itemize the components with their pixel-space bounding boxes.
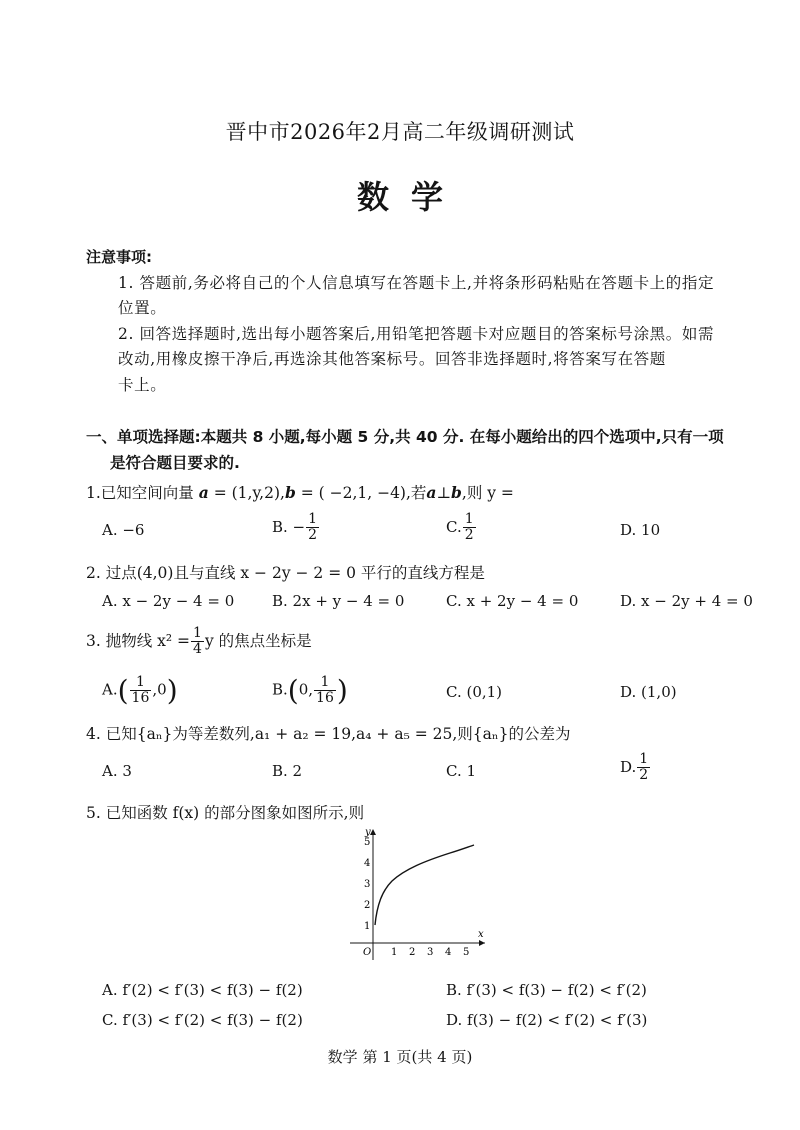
- notice-item-2-line-1: 2. 回答选择题时,选出每小题答案后,用铅笔把答题卡对应题目的答案标号涂黑。如需: [118, 325, 715, 343]
- y-tick-5: 5: [364, 837, 371, 848]
- subject-title: 数学: [356, 178, 465, 216]
- y-tick-labels: [364, 837, 370, 932]
- notice-item-2-line-2: 改动,用橡皮擦干净后,再选涂其他答案标号。回答非选择题时,将答案写在答题: [118, 350, 666, 368]
- q3-option-a: A.( $\frac{1}{16}$ ,0): [102, 673, 178, 707]
- question-3: 3. 抛物线 x² = $\frac{1}{4}$ y 的焦点坐标是: [86, 625, 312, 658]
- x-tick-5: 5: [463, 947, 470, 958]
- q3-option-c: C. (0,1): [446, 683, 503, 701]
- q1-option-a: A. −6: [102, 521, 145, 539]
- question-2: 2. 过点(4,0)且与直线 x − 2y − 2 = 0 平行的直线方程是: [86, 564, 485, 582]
- x-tick-2: 2: [409, 947, 416, 958]
- x-axis-label: x: [478, 929, 484, 940]
- x-tick-labels: [391, 947, 469, 958]
- q4-option-d: D. $\frac{1}{2}$: [620, 751, 649, 784]
- q5-option-d: D. f(3) − f(2) < f′(2) < f′(3): [446, 1011, 648, 1029]
- q2-option-a: A. x − 2y − 4 = 0: [102, 592, 235, 610]
- question-1: 1.已知空间向量 a = (1,y,2),b = ( −2,1, −4),若a⊥b,则 y =: [86, 483, 514, 502]
- q4-option-a: A. 3: [102, 762, 132, 780]
- page-footer: 数学 第 1 页(共 4 页): [327, 1048, 473, 1066]
- q4-option-b: B. 2: [272, 762, 303, 780]
- q1-option-b: B. − $\frac{1}{2}$: [272, 511, 318, 544]
- question-5: 5. 已知函数 f(x) 的部分图象如图所示,则: [86, 804, 365, 822]
- x-axis-arrow: [479, 940, 485, 946]
- q2-option-b: B. 2x + y − 4 = 0: [272, 592, 405, 610]
- q5-option-a: A. f′(2) < f′(3) < f(3) − f(2): [102, 981, 303, 999]
- x-tick-4: 4: [445, 947, 452, 958]
- notice-item-2-line-3: 卡上。: [118, 376, 167, 394]
- q1-option-c: C. $\frac{1}{2}$: [446, 511, 474, 544]
- function-curve: [375, 845, 474, 925]
- origin-label: O: [363, 947, 372, 958]
- notice-item-1-line-2: 位置。: [118, 299, 167, 317]
- section-1-heading: 一、单项选择题:本题共 8 小题,每小题 5 分,共 40 分. 在每小题给出的四个选项中,只有一项: [86, 428, 724, 446]
- q5-option-b: B. f′(3) < f(3) − f(2) < f′(2): [446, 981, 647, 999]
- q5-option-c: C. f′(3) < f′(2) < f(3) − f(2): [102, 1011, 303, 1029]
- x-tick-3: 3: [427, 947, 434, 958]
- q2-option-d: D. x − 2y + 4 = 0: [620, 592, 753, 610]
- y-axis-label: y: [365, 827, 371, 838]
- q1-option-d: D. 10: [620, 521, 661, 539]
- y-axis-arrow: [370, 829, 376, 835]
- y-tick-3: 3: [364, 879, 371, 890]
- notice-item-1-line-1: 1. 答题前,务必将自己的个人信息填写在答题卡上,并将条形码粘贴在答题卡上的指定: [118, 274, 715, 292]
- y-tick-4: 4: [364, 858, 371, 869]
- function-graph: [340, 825, 490, 965]
- y-tick-2: 2: [364, 900, 371, 911]
- notice-heading: 注意事项:: [86, 248, 152, 266]
- section-1-heading-cont: 是符合题目要求的.: [110, 454, 240, 472]
- q4-option-c: C. 1: [446, 762, 477, 780]
- q3-option-d: D. (1,0): [620, 683, 677, 701]
- x-tick-1: 1: [391, 947, 398, 958]
- q2-option-c: C. x + 2y − 4 = 0: [446, 592, 579, 610]
- exam-title: 晋中市2026年2月高二年级调研测试: [225, 120, 575, 144]
- question-4: 4. 已知{aₙ}为等差数列,a₁ + a₂ = 19,a₄ + a₅ = 25,则{aₙ}的公差为: [86, 725, 571, 743]
- y-tick-1: 1: [364, 921, 371, 932]
- q3-option-b: B.(0, $\frac{1}{16}$ ): [272, 673, 348, 707]
